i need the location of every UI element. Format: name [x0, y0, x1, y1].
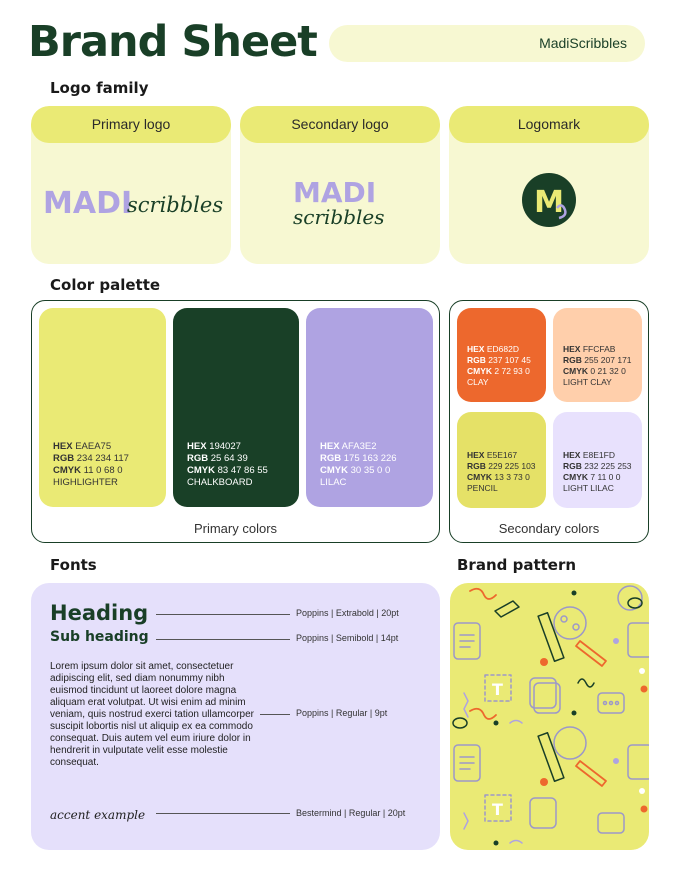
brand-name-pill [329, 25, 645, 62]
font-spec-body: Poppins | Regular | 9pt [296, 708, 388, 718]
primary-logo-card [31, 106, 231, 264]
spec-line [156, 813, 290, 814]
font-spec-heading: Poppins | Extrabold | 20pt [296, 608, 399, 618]
font-sample-body: Lorem ipsum dolor sit amet, consectetuer adipiscing elit, sed diam nonummy nibh euismod tincidunt ut laoreet dolore magna aliquam erat volutpat. Ut wisi enim ad minim veniam, quis nostrud exerci tation ullamcorper suscipit lobortis nisl ut aliquip ex ea commodo consequat. Duis autem vel eum iriure dolor in hendrerit in vulputate velit esse molestie consequat. [50, 661, 254, 768]
swatch-light-clay: HEX FFCFAB RGB 255 207 171 CMYK 0 21 32 0 LIGHT CLAY [553, 308, 642, 402]
primary-logo-word2: scribbles [127, 193, 224, 217]
secondary-logo [240, 156, 440, 264]
swatch-highlighter: HEX EAEA75 RGB 234 234 117 CMYK 11 0 68 0 HIGHLIGHTER [39, 308, 166, 507]
color-name: LIGHT CLAY [563, 377, 612, 387]
color-name: CLAY [467, 377, 489, 387]
svg-text:T: T [492, 680, 503, 699]
spec-line [156, 639, 290, 640]
secondary-logo-word2: scribbles [293, 205, 385, 229]
logomark-card [449, 106, 649, 264]
primary-colors-caption: Primary colors [193, 521, 278, 536]
swatch-clay: HEX ED682D RGB 237 107 45 CMYK 2 72 93 0 CLAY [457, 308, 546, 402]
brand-pattern [450, 583, 649, 850]
secondary-colors-caption: Secondary colors [498, 521, 600, 536]
color-palette-heading: Color palette [50, 276, 161, 294]
font-spec-accent: Bestermind | Regular | 20pt [296, 808, 406, 818]
secondary-logo-card [240, 106, 440, 264]
fonts-heading: Fonts [50, 556, 97, 574]
color-name: PENCIL [467, 483, 498, 493]
logomark-label: Logomark [449, 106, 649, 143]
font-spec-subheading: Poppins | Semibold | 14pt [296, 633, 399, 643]
primary-colors-box [31, 300, 440, 543]
page-title: Brand Sheet [28, 17, 317, 67]
swatch-chalkboard: HEX 194027 RGB 25 64 39 CMYK 83 47 86 55 CHALKBOARD [173, 308, 299, 507]
primary-logo-label: Primary logo [31, 106, 231, 143]
font-sample-accent: accent example [50, 808, 146, 822]
spec-line [156, 614, 290, 615]
brand-pattern-heading: Brand pattern [457, 556, 577, 574]
spec-line [260, 714, 290, 715]
color-name: LILAC [320, 477, 347, 488]
brand-name: MadiScribbles [539, 35, 627, 51]
font-sample-subheading: Sub heading [50, 629, 149, 645]
logomark-letter: M [534, 185, 564, 220]
primary-logo [31, 156, 231, 264]
logomark [449, 156, 649, 264]
svg-text:T: T [492, 800, 503, 819]
swatch-lilac: HEX AFA3E2 RGB 175 163 226 CMYK 30 35 0 0 LILAC [306, 308, 433, 507]
fonts-card [31, 583, 440, 850]
secondary-colors-box [449, 300, 649, 543]
swatch-pencil: HEX E5E167 RGB 229 225 103 CMYK 13 3 73 0 PENCIL [457, 412, 546, 508]
swatch-light-lilac: HEX E8E1FD RGB 232 225 253 CMYK 7 11 0 0 LIGHT LILAC [553, 412, 642, 508]
logo-family-heading: Logo family [50, 79, 149, 97]
secondary-logo-label: Secondary logo [240, 106, 440, 143]
primary-logo-word1: MADI [43, 186, 133, 221]
color-name: CHALKBOARD [187, 477, 253, 488]
color-name: LIGHT LILAC [563, 483, 614, 493]
secondary-logo-word1: MADI [293, 176, 377, 209]
color-name: HIGHLIGHTER [53, 477, 118, 488]
font-sample-heading: Heading [50, 601, 149, 625]
